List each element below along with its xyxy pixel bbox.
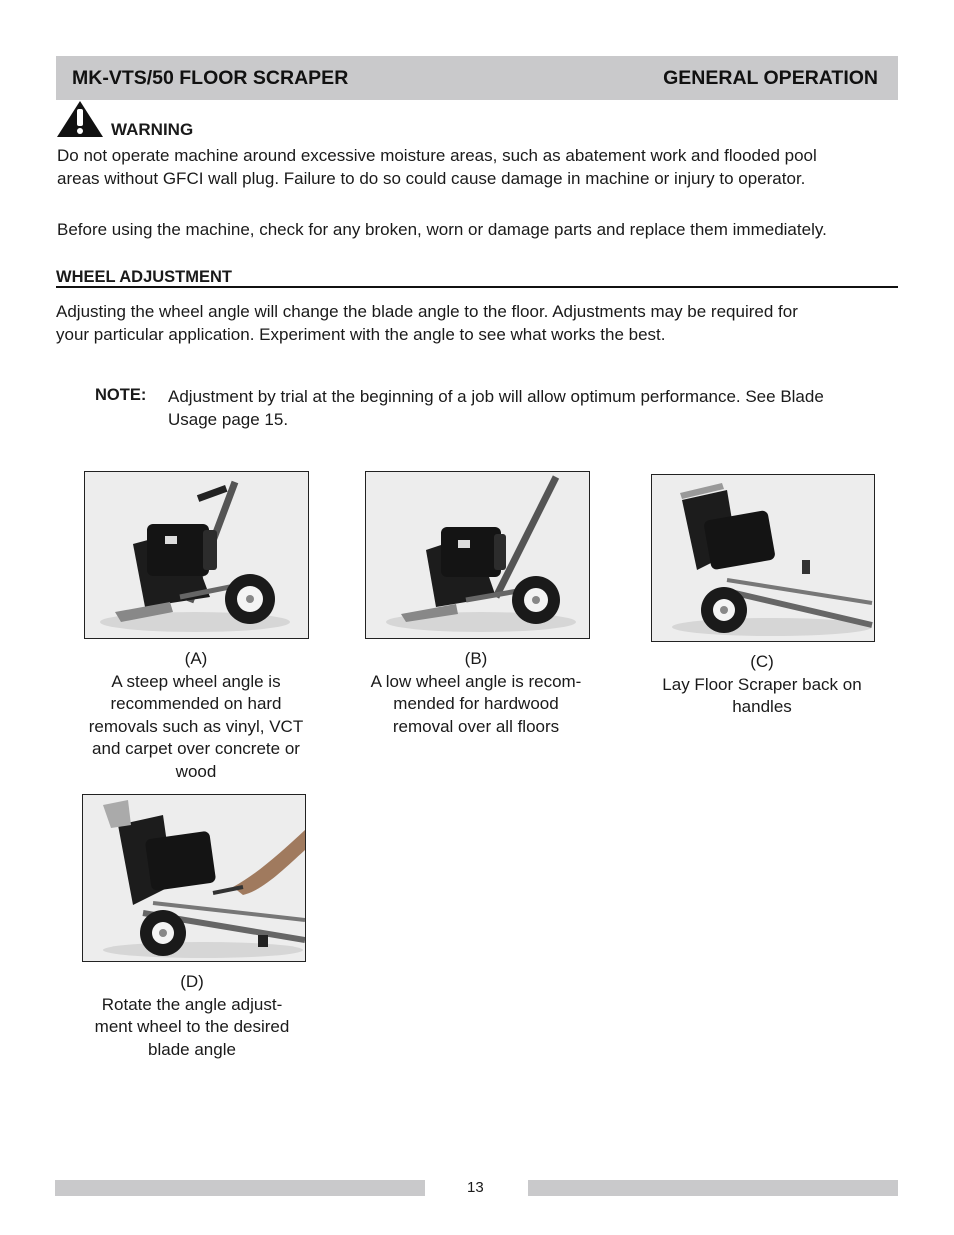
warning-label: WARNING bbox=[111, 120, 194, 139]
photo-scraper-low-angle bbox=[365, 471, 590, 639]
caption-line: handles bbox=[732, 697, 792, 716]
figure-letter: (C) bbox=[750, 652, 774, 671]
figure-letter: (D) bbox=[180, 972, 204, 991]
caption-line: A low wheel angle is recom- bbox=[370, 671, 582, 691]
page-header-bar bbox=[56, 56, 898, 100]
photo-scraper-laid-back bbox=[651, 474, 875, 642]
caption-line: mended for hardwood bbox=[393, 694, 559, 713]
warning-triangle-icon bbox=[56, 100, 104, 138]
figure-caption bbox=[345, 648, 607, 738]
caption-line: Lay Floor Scraper back on bbox=[662, 674, 862, 694]
figure-letter: (A) bbox=[184, 649, 208, 668]
caption-line: and carpet over concrete or bbox=[92, 739, 300, 758]
footer-bar-left bbox=[55, 1180, 425, 1196]
section-title: GENERAL OPERATION bbox=[663, 67, 878, 89]
caption-line: removals such as vinyl, VCT bbox=[88, 716, 304, 736]
manual-title: MK-VTS/50 FLOOR SCRAPER bbox=[72, 67, 349, 89]
warning-line: areas without GFCI wall plug. Failure to do so could cause damage in machine or injury to operator. bbox=[57, 168, 806, 188]
wheel-adjustment-text bbox=[56, 301, 798, 346]
caption-line: wood bbox=[175, 761, 217, 781]
figure-caption bbox=[640, 651, 884, 719]
note-label: NOTE: bbox=[95, 386, 147, 404]
inspection-text: Before using the machine, check for any broken, worn or damage parts and replace them immediately. bbox=[57, 220, 827, 239]
heading-underline bbox=[56, 286, 898, 288]
figure-caption bbox=[70, 648, 322, 783]
photo-scraper-steep-angle bbox=[84, 471, 309, 639]
figure-letter: (B) bbox=[464, 649, 488, 668]
paragraph-line: your particular application. Experiment with the angle to see what works the best. bbox=[56, 324, 666, 344]
note-line: Adjustment by trial at the beginning of a job will allow optimum performance. See Blade bbox=[168, 387, 824, 406]
warning-text bbox=[57, 145, 817, 190]
section-heading: WHEEL ADJUSTMENT bbox=[56, 268, 233, 286]
caption-line: blade angle bbox=[148, 1039, 236, 1059]
paragraph-line: Adjusting the wheel angle will change the blade angle to the floor. Adjustments may be required for bbox=[56, 302, 798, 321]
footer-bar-right bbox=[528, 1180, 898, 1196]
caption-line: recommended on hard bbox=[110, 694, 282, 713]
note-text bbox=[168, 386, 824, 431]
page-number: 13 bbox=[467, 1179, 484, 1196]
note-line: Usage page 15. bbox=[168, 409, 289, 429]
caption-line: removal over all floors bbox=[392, 716, 560, 736]
caption-line: A steep wheel angle is bbox=[111, 671, 281, 691]
warning-line: Do not operate machine around excessive moisture areas, such as abatement work and flooded pool bbox=[57, 146, 817, 165]
photo-angle-adjust-wheel bbox=[82, 794, 306, 962]
figure-caption bbox=[70, 971, 314, 1061]
caption-line: ment wheel to the desired bbox=[94, 1017, 290, 1036]
caption-line: Rotate the angle adjust- bbox=[101, 994, 283, 1014]
